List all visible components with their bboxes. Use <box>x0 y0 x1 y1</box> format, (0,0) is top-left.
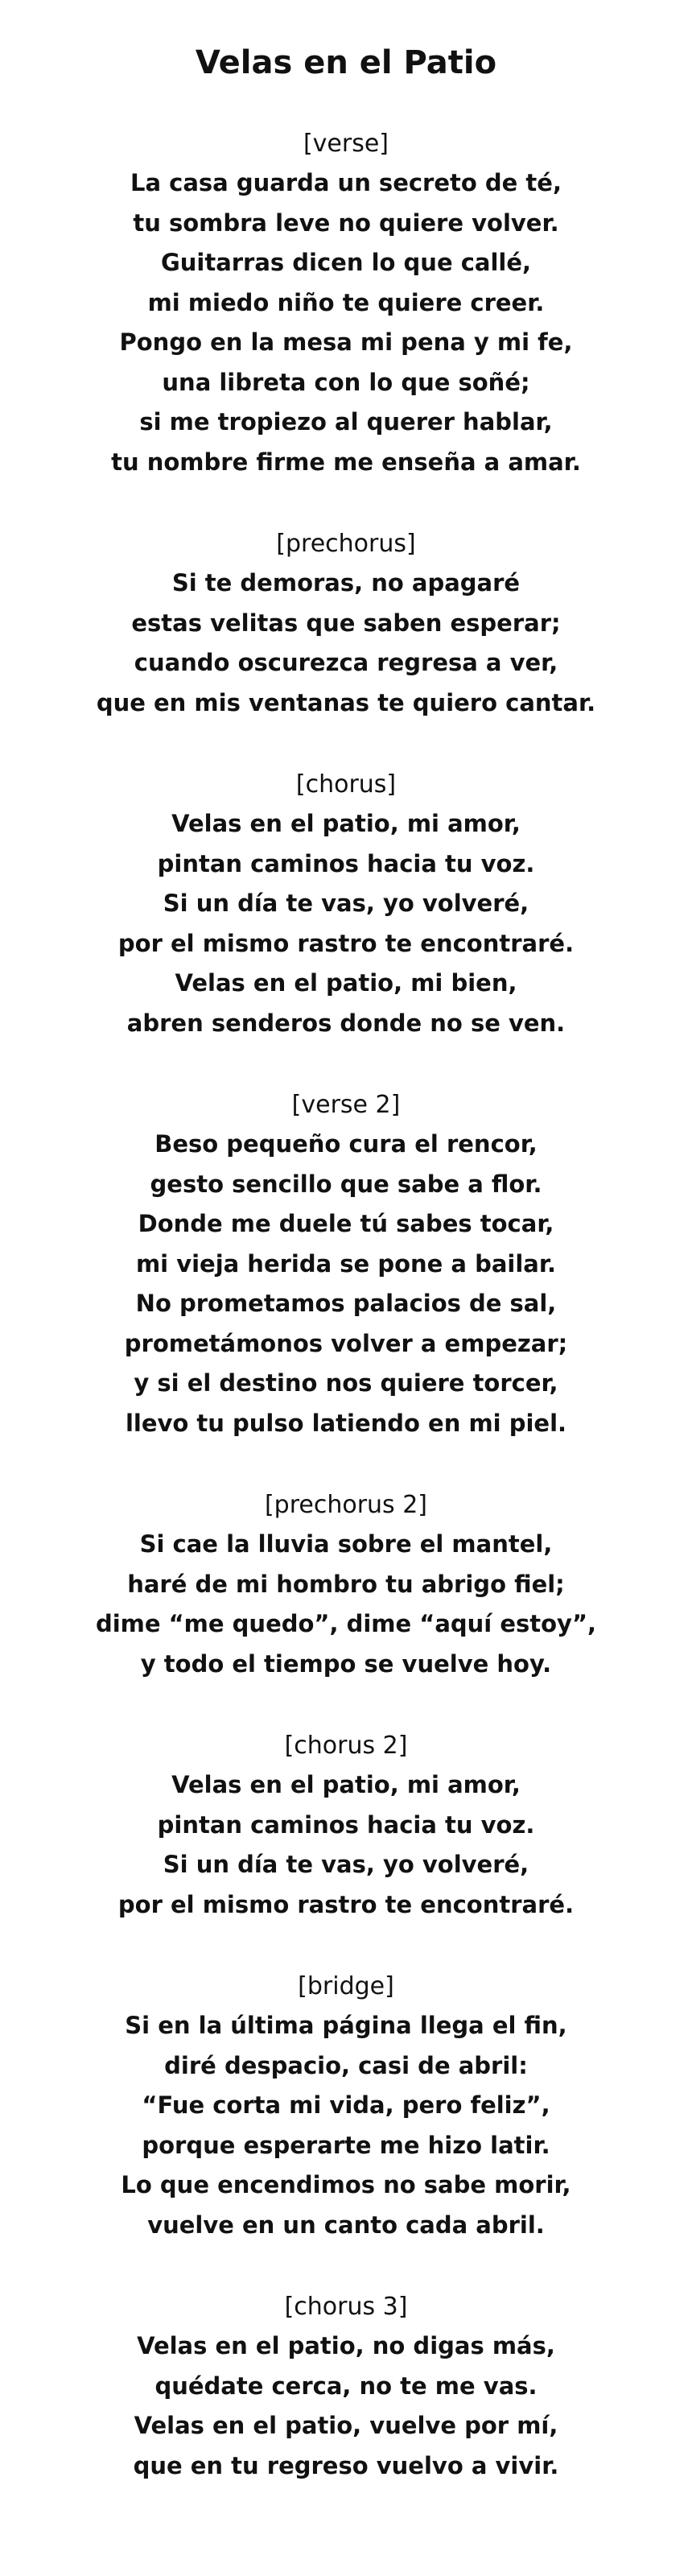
section-tag: [chorus 2] <box>284 1732 408 1760</box>
lyric-line: llevo tu pulso latiendo en mi piel. <box>125 1409 567 1437</box>
lyric-line: haré de mi hombro tu abrigo fiel; <box>127 1570 565 1598</box>
lyric-line: dime “me quedo”, dime “aquí estoy”, <box>95 1610 597 1637</box>
lyrics-section <box>0 1726 692 1925</box>
lyric-line: estas velitas que saben esperar; <box>131 609 561 637</box>
lyric-line: tu sombra leve no quiere volver. <box>133 208 559 237</box>
lyric-line: abren senderos donde no se ven. <box>126 1009 566 1037</box>
lyrics-section <box>0 2287 692 2486</box>
lyric-line: Si un día te vas, yo volveré, <box>163 890 529 917</box>
lyric-line: Lo que encendimos no sabe morir, <box>121 2171 571 2198</box>
lyric-line: Beso pequeño cura el rencor, <box>154 1130 538 1158</box>
section-tag: [prechorus] <box>276 530 416 558</box>
lyric-line: Pongo en la mesa mi pena y mi fe, <box>119 328 573 356</box>
section-tag: [chorus 3] <box>284 2293 408 2321</box>
lyrics-section <box>0 124 692 482</box>
lyric-line: cuando oscurezca regresa a ver, <box>134 649 558 676</box>
lyric-line: gesto sencillo que sabe a flor. <box>150 1170 542 1198</box>
lyric-line: que en tu regreso vuelvo a vivir. <box>133 2451 559 2479</box>
lyric-line: diré despacio, casi de abril: <box>164 2051 528 2079</box>
lyrics-body <box>0 124 692 2486</box>
lyric-line: Velas en el patio, mi bien, <box>175 969 517 997</box>
lyrics-section <box>0 765 692 1043</box>
section-tag: [verse 2] <box>291 1091 401 1119</box>
lyric-line: pintan caminos hacia tu voz. <box>157 1810 535 1839</box>
section-tag: [chorus] <box>295 770 397 799</box>
lyric-line: Si en la última página llega el fin, <box>125 2012 567 2039</box>
lyrics-section <box>0 524 692 723</box>
lyric-line: tu nombre firme me enseña a amar. <box>111 448 581 476</box>
lyric-line: vuelve en un canto cada abril. <box>147 2211 545 2239</box>
section-tag: [prechorus 2] <box>264 1491 428 1519</box>
lyric-line: Velas en el patio, vuelve por mí, <box>134 2412 558 2439</box>
lyric-line: Velas en el patio, no digas más, <box>137 2332 555 2359</box>
lyric-line: mi vieja herida se pone a bailar. <box>135 1249 557 1278</box>
lyric-line: Si cae la lluvia sobre el mantel, <box>139 1530 553 1558</box>
lyrics-section <box>0 1085 692 1443</box>
lyric-line: La casa guarda un secreto de té, <box>130 169 562 196</box>
lyric-line: que en mis ventanas te quiero cantar. <box>96 688 596 716</box>
lyric-line: por el mismo rastro te encontraré. <box>117 1890 575 1918</box>
lyric-line: una libreta con lo que soñé; <box>162 368 530 396</box>
lyric-line: Velas en el patio, mi amor, <box>171 1771 521 1798</box>
lyric-line: No prometamos palacios de sal, <box>135 1290 557 1317</box>
lyrics-section <box>0 1485 692 1684</box>
section-tag: [bridge] <box>298 1972 394 2000</box>
lyric-line: Velas en el patio, mi amor, <box>171 810 521 837</box>
section-tag: [verse] <box>303 130 389 158</box>
lyric-line: y todo el tiempo se vuelve hoy. <box>140 1649 552 1678</box>
lyric-line: Si un día te vas, yo volveré, <box>163 1851 529 1878</box>
song-title: Velas en el Patio <box>195 44 497 81</box>
lyric-line: Donde me duele tú sabes tocar, <box>138 1210 554 1237</box>
lyric-line: quédate cerca, no te me vas. <box>154 2372 538 2400</box>
lyrics-section <box>0 1967 692 2245</box>
lyric-line: Si te demoras, no apagaré <box>171 569 521 597</box>
lyric-line: porque esperarte me hizo latir. <box>142 2131 550 2159</box>
lyric-line: Guitarras dicen lo que callé, <box>160 249 532 276</box>
lyric-line: pintan caminos hacia tu voz. <box>157 849 535 877</box>
lyric-line: prometámonos volver a empezar; <box>124 1329 568 1357</box>
lyric-line: y si el destino nos quiere torcer, <box>134 1369 558 1397</box>
lyric-line: mi miedo niño te quiere creer. <box>147 288 545 316</box>
lyric-line: “Fue corta mi vida, pero feliz”, <box>142 2091 550 2119</box>
lyric-line: si me tropiezo al querer hablar, <box>139 408 553 436</box>
lyric-line: por el mismo rastro te encontraré. <box>117 929 575 957</box>
